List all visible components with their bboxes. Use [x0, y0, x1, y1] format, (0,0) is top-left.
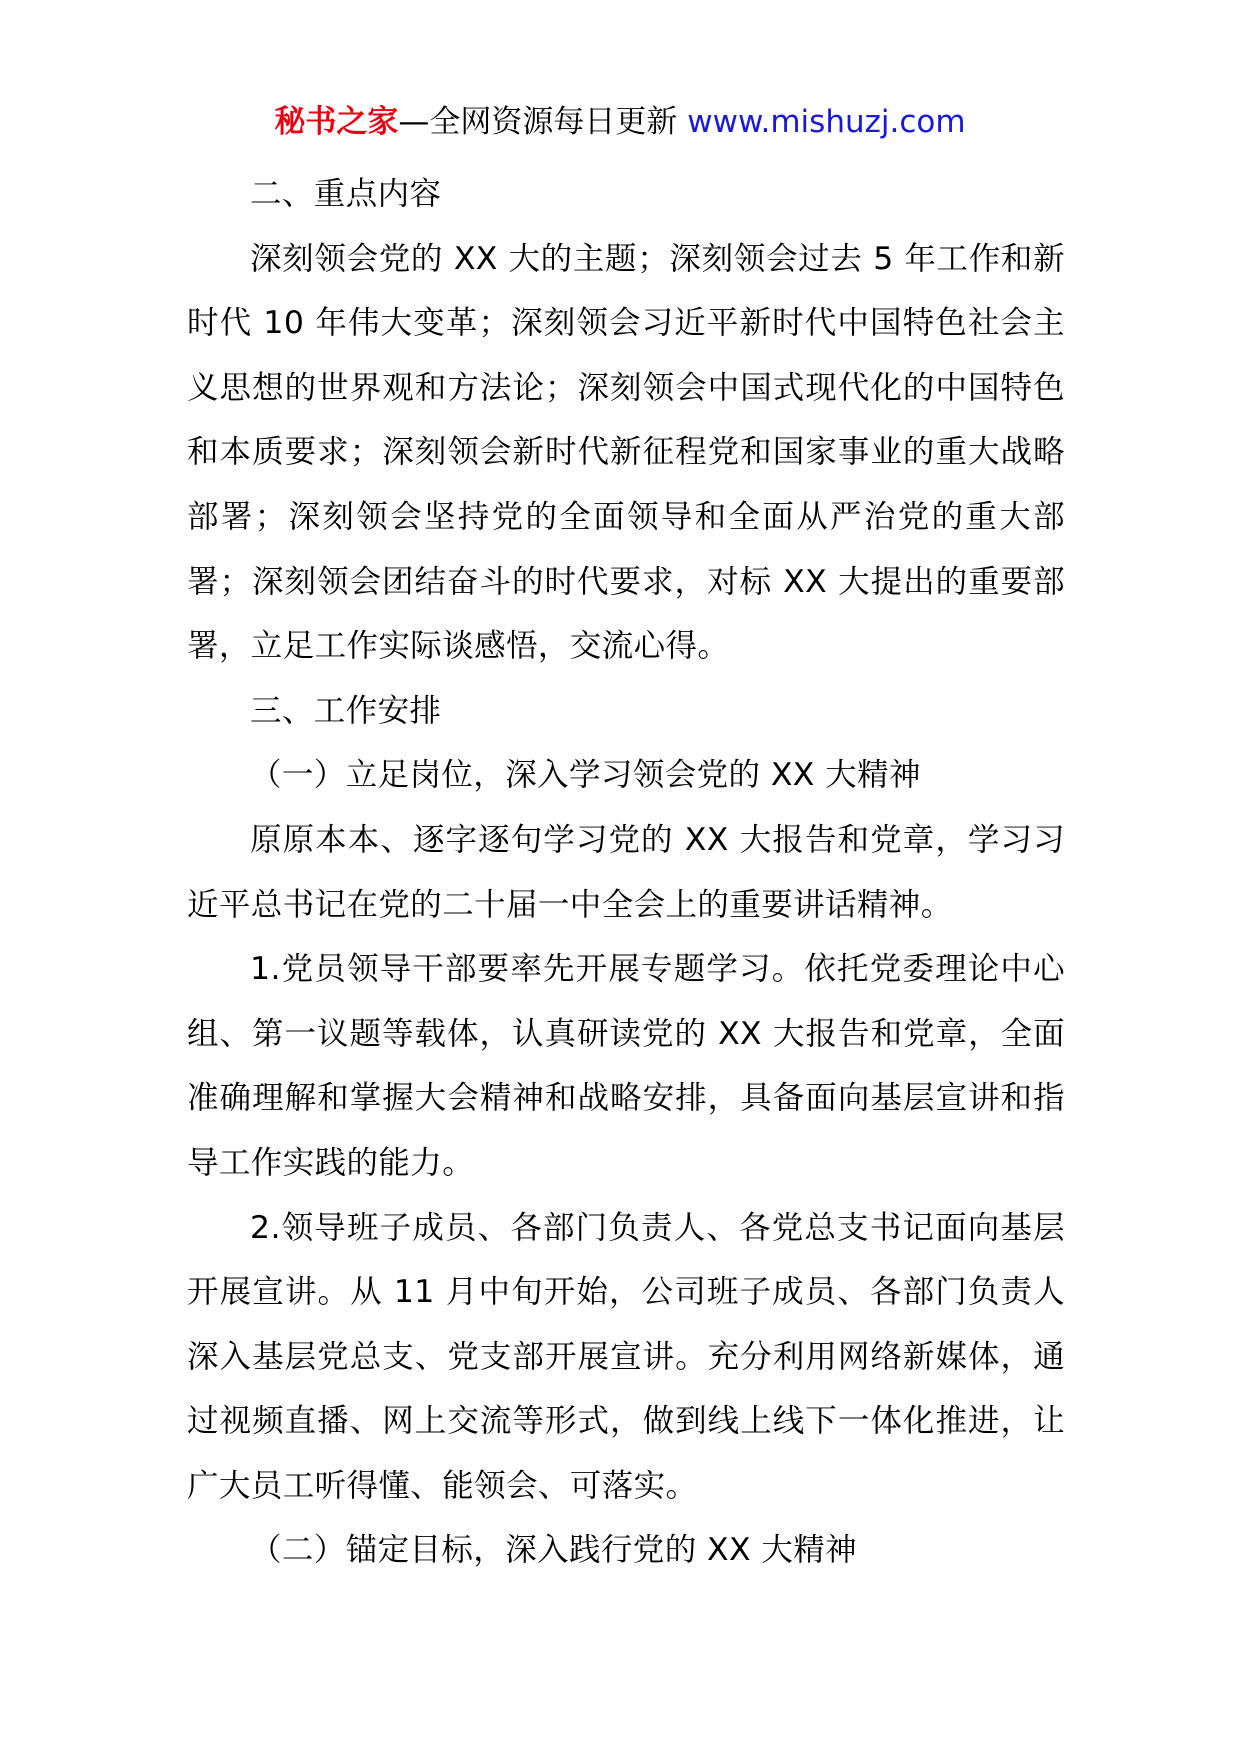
paragraph-item-2: 2.领导班子成员、各部门负责人、各党总支书记面向基层开展宣讲。从 11 月中旬开始，公司班子成员、各部门负责人深入基层党总支、党支部开展宣讲。充分利用网络新媒体，通过视频直播、网上交流等形式，做到线上线下一体化推进，让广大员工听得懂、能领会、可落实。	[187, 1209, 1065, 1504]
paragraph-study: 原原本本、逐字逐句学习党的 XX 大报告和党章，学习习近平总书记在党的二十届一中全会上的重要讲话精神。	[187, 821, 1065, 923]
paragraph-key-content: 深刻领会党的 XX 大的主题；深刻领会过去 5 年工作和新时代 10 年伟大变革；深刻领会习近平新时代中国特色社会主义思想的世界观和方法论；深刻领会中国式现代化的中国特色和本质要求；深刻领会新时代新征程党和国家事业的重大战略部署；深刻领会坚持党的全面领导和全面从严治党的重大部署；深刻领会团结奋斗的时代要求，对标 XX 大提出的重要部署，立足工作实际谈感悟，交流心得。	[187, 240, 1065, 665]
document-body	[187, 162, 1065, 1583]
site-header	[0, 100, 1240, 144]
paragraph-item-1: 1.党员领导干部要率先开展专题学习。依托党委理论中心组、第一议题等载体，认真研读党的 XX 大报告和党章，全面准确理解和掌握大会精神和战略安排，具备面向基层宣讲和指导工作实践的能力。	[187, 951, 1065, 1181]
site-slogan: —全网资源每日更新	[398, 104, 688, 140]
section-heading-key-content: 二、重点内容	[250, 176, 442, 212]
section-heading-work-arrangement: 三、工作安排	[250, 692, 442, 729]
subheading-one: （一）立足岗位，深入学习领会党的 XX 大精神	[250, 757, 921, 794]
site-url-link[interactable]: www.mishuzj.com	[687, 104, 966, 140]
brand-name: 秘书之家	[274, 104, 399, 140]
subheading-two: （二）锚定目标，深入践行党的 XX 大精神	[250, 1532, 858, 1569]
